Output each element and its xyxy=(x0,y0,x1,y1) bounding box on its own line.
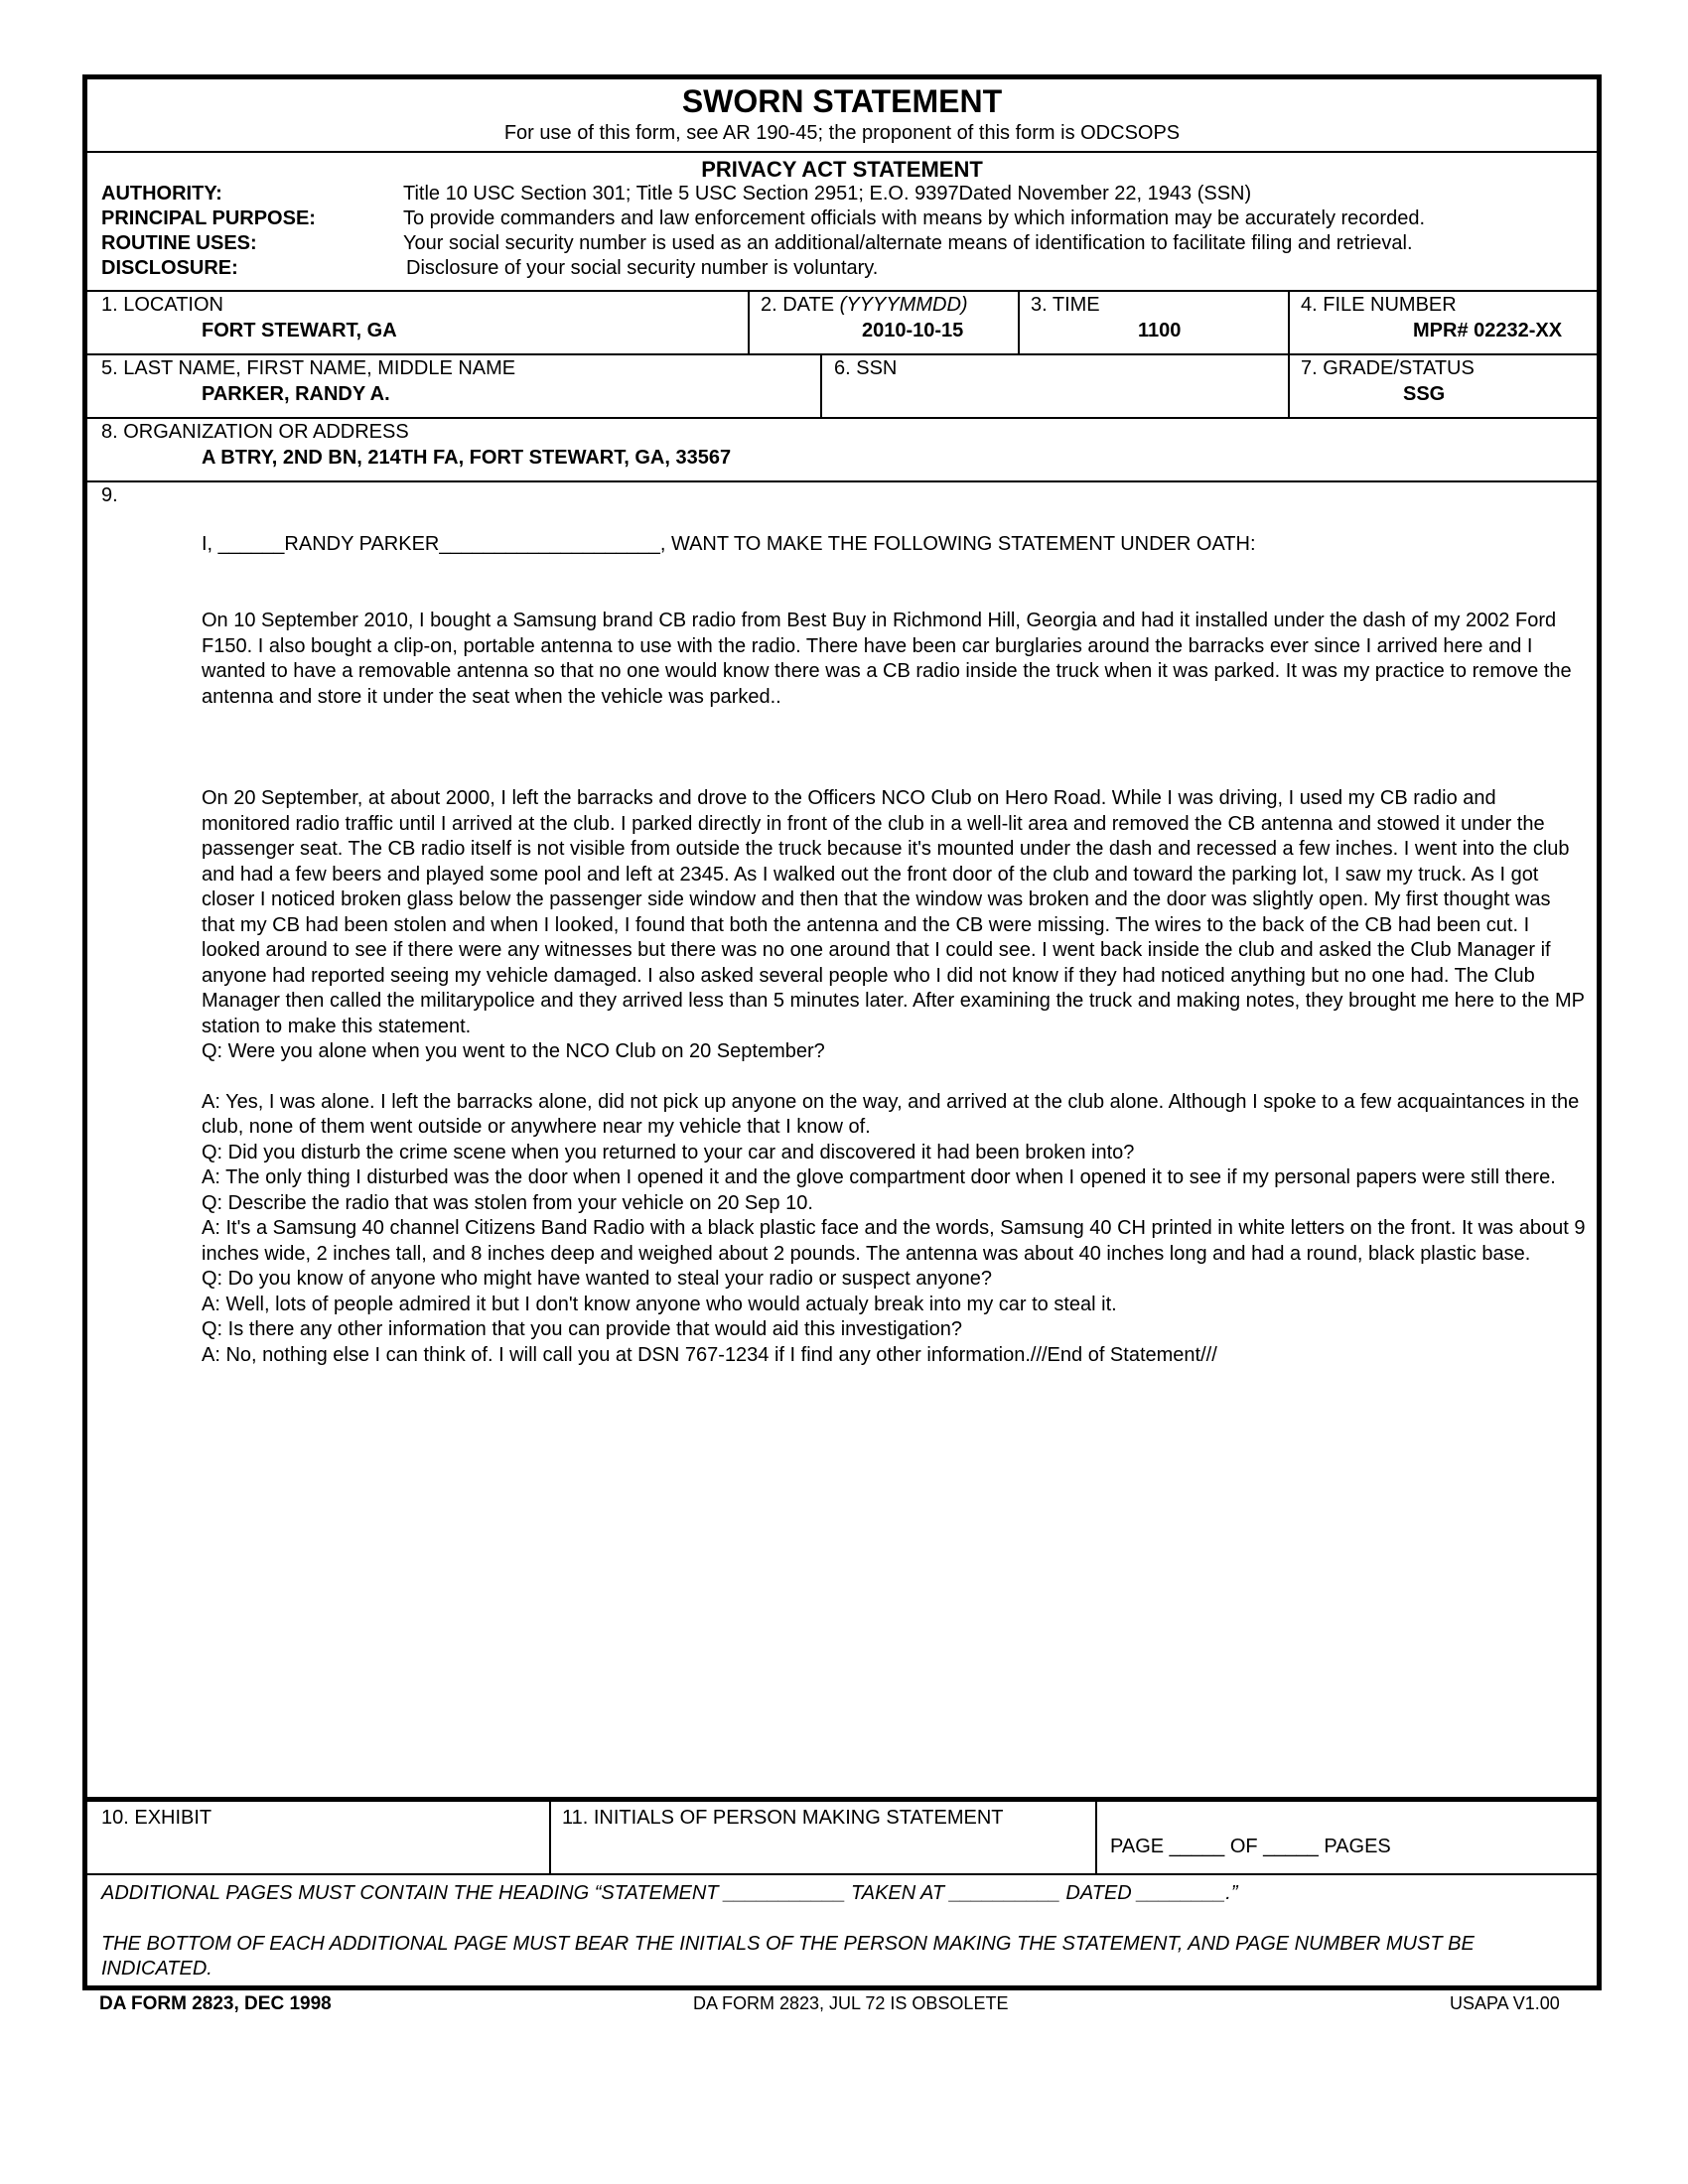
authority-label: AUTHORITY: xyxy=(101,183,222,205)
page-count: PAGE _____ OF _____ PAGES xyxy=(1110,1836,1391,1857)
version-label: USAPA V1.00 xyxy=(1450,1993,1560,2013)
statement-paragraph: On 20 September, at about 2000, I left the barracks and drove to the Officers NCO Club on Hero Road. While I was driving, I used my CB radio and monitored radio traffic until I arrived at the club. I parked directly in front of the club in a well-lit area and removed the CB antenna and stowed it under the passenger seat. The CB radio itself is not visible from outside the truck because it's mounted under the dash and recessed a few inches. I went into the club and had a few beers and played some pool and left at 2345. As I walked out the front door of the club and toward the parking lot, I saw my truck. As I got closer I noticed broken glass below the passenger side window and then that the window was broken and the door was slightly open. My first thought was that my CB had been stolen and when I looked, I found that both the antenna and the CB were missing. The wires to the back of the CB had been cut. I looked around to see if there were any witnesses but there was no one around that I could see. I went back inside the club and asked the Club Manager if anyone had reported seeing my vehicle damaged. I also asked several people who I did not know if they had noticed anything but no one had. The Club Manager then called the militarypolice and they arrived less than 5 minutes later. After examining the truck and making notes, they brought me here to the MP station to make this statement. xyxy=(202,787,1585,1037)
form-subtitle: For use of this form, see AR 190-45; the proponent of this form is ODCSOPS xyxy=(503,122,1181,144)
exhibit-label: 10. EXHIBIT xyxy=(101,1807,212,1829)
answer: A: It's a Samsung 40 channel Citizens Band Radio with a black plastic face and the words, Samsung 40 CH printed in white letters on the front. It was about 9 inches wide, 2 inches tall, and 8 inches deep and weighed about 2 pounds. The antenna was about 40 inches long and had a round, black plastic base. xyxy=(202,1217,1586,1265)
initials-requirement-note: THE BOTTOM OF EACH ADDITIONAL PAGE MUST BEAR THE INITIALS OF THE PERSON MAKING THE STATEMENT, AND PAGE NUMBER MUST BE INDICATED. xyxy=(101,1933,1475,1979)
date-format-hint: (YYYYMMDD) xyxy=(839,294,968,316)
grade-value[interactable]: SSG xyxy=(1403,383,1446,405)
divider xyxy=(748,290,750,353)
initials-label: 11. INITIALS OF PERSON MAKING STATEMENT xyxy=(562,1807,1004,1829)
time-label: 3. TIME xyxy=(1031,294,1100,316)
divider xyxy=(87,353,1597,355)
location-value[interactable]: FORT STEWART, GA xyxy=(202,320,397,341)
authority-text: Title 10 USC Section 301; Title 5 USC Section 2951; E.O. 9397Dated November 22, 1943 (SSN) xyxy=(403,183,1252,205)
question: Q: Were you alone when you went to the NCO Club on 20 September? xyxy=(202,1040,825,1062)
purpose-text: To provide commanders and law enforcement officials with means by which information may be accurately recorded. xyxy=(403,207,1426,229)
question: Q: Did you disturb the crime scene when you returned to your car and discovered it had been broken into? xyxy=(202,1141,1135,1163)
form-title: SWORN STATEMENT xyxy=(681,83,1003,119)
organization-value[interactable]: A BTRY, 2ND BN, 214TH FA, FORT STEWART, GA, 33567 xyxy=(202,447,732,469)
question: Q: Describe the radio that was stolen from your vehicle on 20 Sep 10. xyxy=(202,1191,813,1214)
location-label: 1. LOCATION xyxy=(101,294,223,316)
purpose-label: PRINCIPAL PURPOSE: xyxy=(101,207,316,229)
file-number-label: 4. FILE NUMBER xyxy=(1301,294,1457,316)
sworn-statement-form xyxy=(82,74,1602,1990)
divider xyxy=(87,290,1597,292)
divider xyxy=(1095,1800,1097,1873)
statement-body[interactable] xyxy=(202,609,1587,1368)
divider xyxy=(87,480,1597,482)
name-label: 5. LAST NAME, FIRST NAME, MIDDLE NAME xyxy=(101,357,516,379)
answer: A: No, nothing else I can think of. I will call you at DSN 767-1234 if I find any other information.///End of Statement/// xyxy=(202,1343,1217,1366)
disclosure-label: DISCLOSURE: xyxy=(101,257,238,279)
routine-uses-label: ROUTINE USES: xyxy=(101,232,257,254)
grade-label: 7. GRADE/STATUS xyxy=(1301,357,1475,379)
question: Q: Is there any other information that you can provide that would aid this investigation? xyxy=(202,1318,962,1340)
form-id: DA FORM 2823, DEC 1998 xyxy=(99,1993,332,2014)
additional-pages-note: ADDITIONAL PAGES MUST CONTAIN THE HEADING “STATEMENT ___________ TAKEN AT __________ DATED ________.” xyxy=(101,1882,1238,1904)
ssn-label: 6. SSN xyxy=(834,357,898,379)
date-value[interactable]: 2010-10-15 xyxy=(862,320,964,341)
answer: A: The only thing I disturbed was the door when I opened it and the glove compartment door when I opened it to see if my personal papers were still there. xyxy=(202,1166,1556,1188)
statement-label: 9. xyxy=(101,484,118,506)
file-number-value[interactable]: MPR# 02232-XX xyxy=(1413,320,1563,341)
statement-paragraph: On 10 September 2010, I bought a Samsung brand CB radio from Best Buy in Richmond Hill, Georgia and had it installed under the dash of my 2002 Ford F150. I also bought a clip-on, portable antenna to use with the radio. There have been car burglaries around the barracks ever since I arrived here and I wanted to have a removable antenna so that no one would know there was a CB radio inside the truck when it was parked. It was my practice to remove the antenna and store it under the seat when the vehicle was parked.. xyxy=(202,610,1572,708)
question: Q: Do you know of anyone who might have wanted to steal your radio or suspect anyone? xyxy=(202,1268,993,1290)
divider xyxy=(87,1873,1597,1875)
divider xyxy=(820,353,822,417)
divider xyxy=(1018,290,1020,353)
divider xyxy=(87,417,1597,419)
name-value[interactable]: PARKER, RANDY A. xyxy=(202,383,390,405)
divider xyxy=(549,1800,551,1873)
divider xyxy=(87,1797,1597,1802)
divider xyxy=(87,151,1597,153)
disclosure-text: Disclosure of your social security number is voluntary. xyxy=(406,257,879,279)
organization-label: 8. ORGANIZATION OR ADDRESS xyxy=(101,421,409,443)
answer: A: Yes, I was alone. I left the barracks alone, did not pick up anyone on the way, and arrived at the club alone. Although I spoke to a few acquaintances in the club, none of them went outside or anywhere near my vehicle that I know of. xyxy=(202,1090,1580,1138)
time-value[interactable]: 1100 xyxy=(1138,320,1182,341)
answer: A: Well, lots of people admired it but I don't know anyone who would actualy break into my car to steal it. xyxy=(202,1293,1117,1315)
oath-line: I, ______RANDY PARKER____________________, WANT TO MAKE THE FOLLOWING STATEMENT UNDER OATH: xyxy=(202,533,1256,555)
routine-uses-text: Your social security number is used as an additional/alternate means of identification to facilitate filing and retrieval. xyxy=(403,232,1413,254)
obsolete-notice: DA FORM 2823, JUL 72 IS OBSOLETE xyxy=(693,1993,1009,2013)
privacy-act-title: PRIVACY ACT STATEMENT xyxy=(701,157,983,182)
date-label: 2. DATE (YYYYMMDD) xyxy=(761,294,968,316)
